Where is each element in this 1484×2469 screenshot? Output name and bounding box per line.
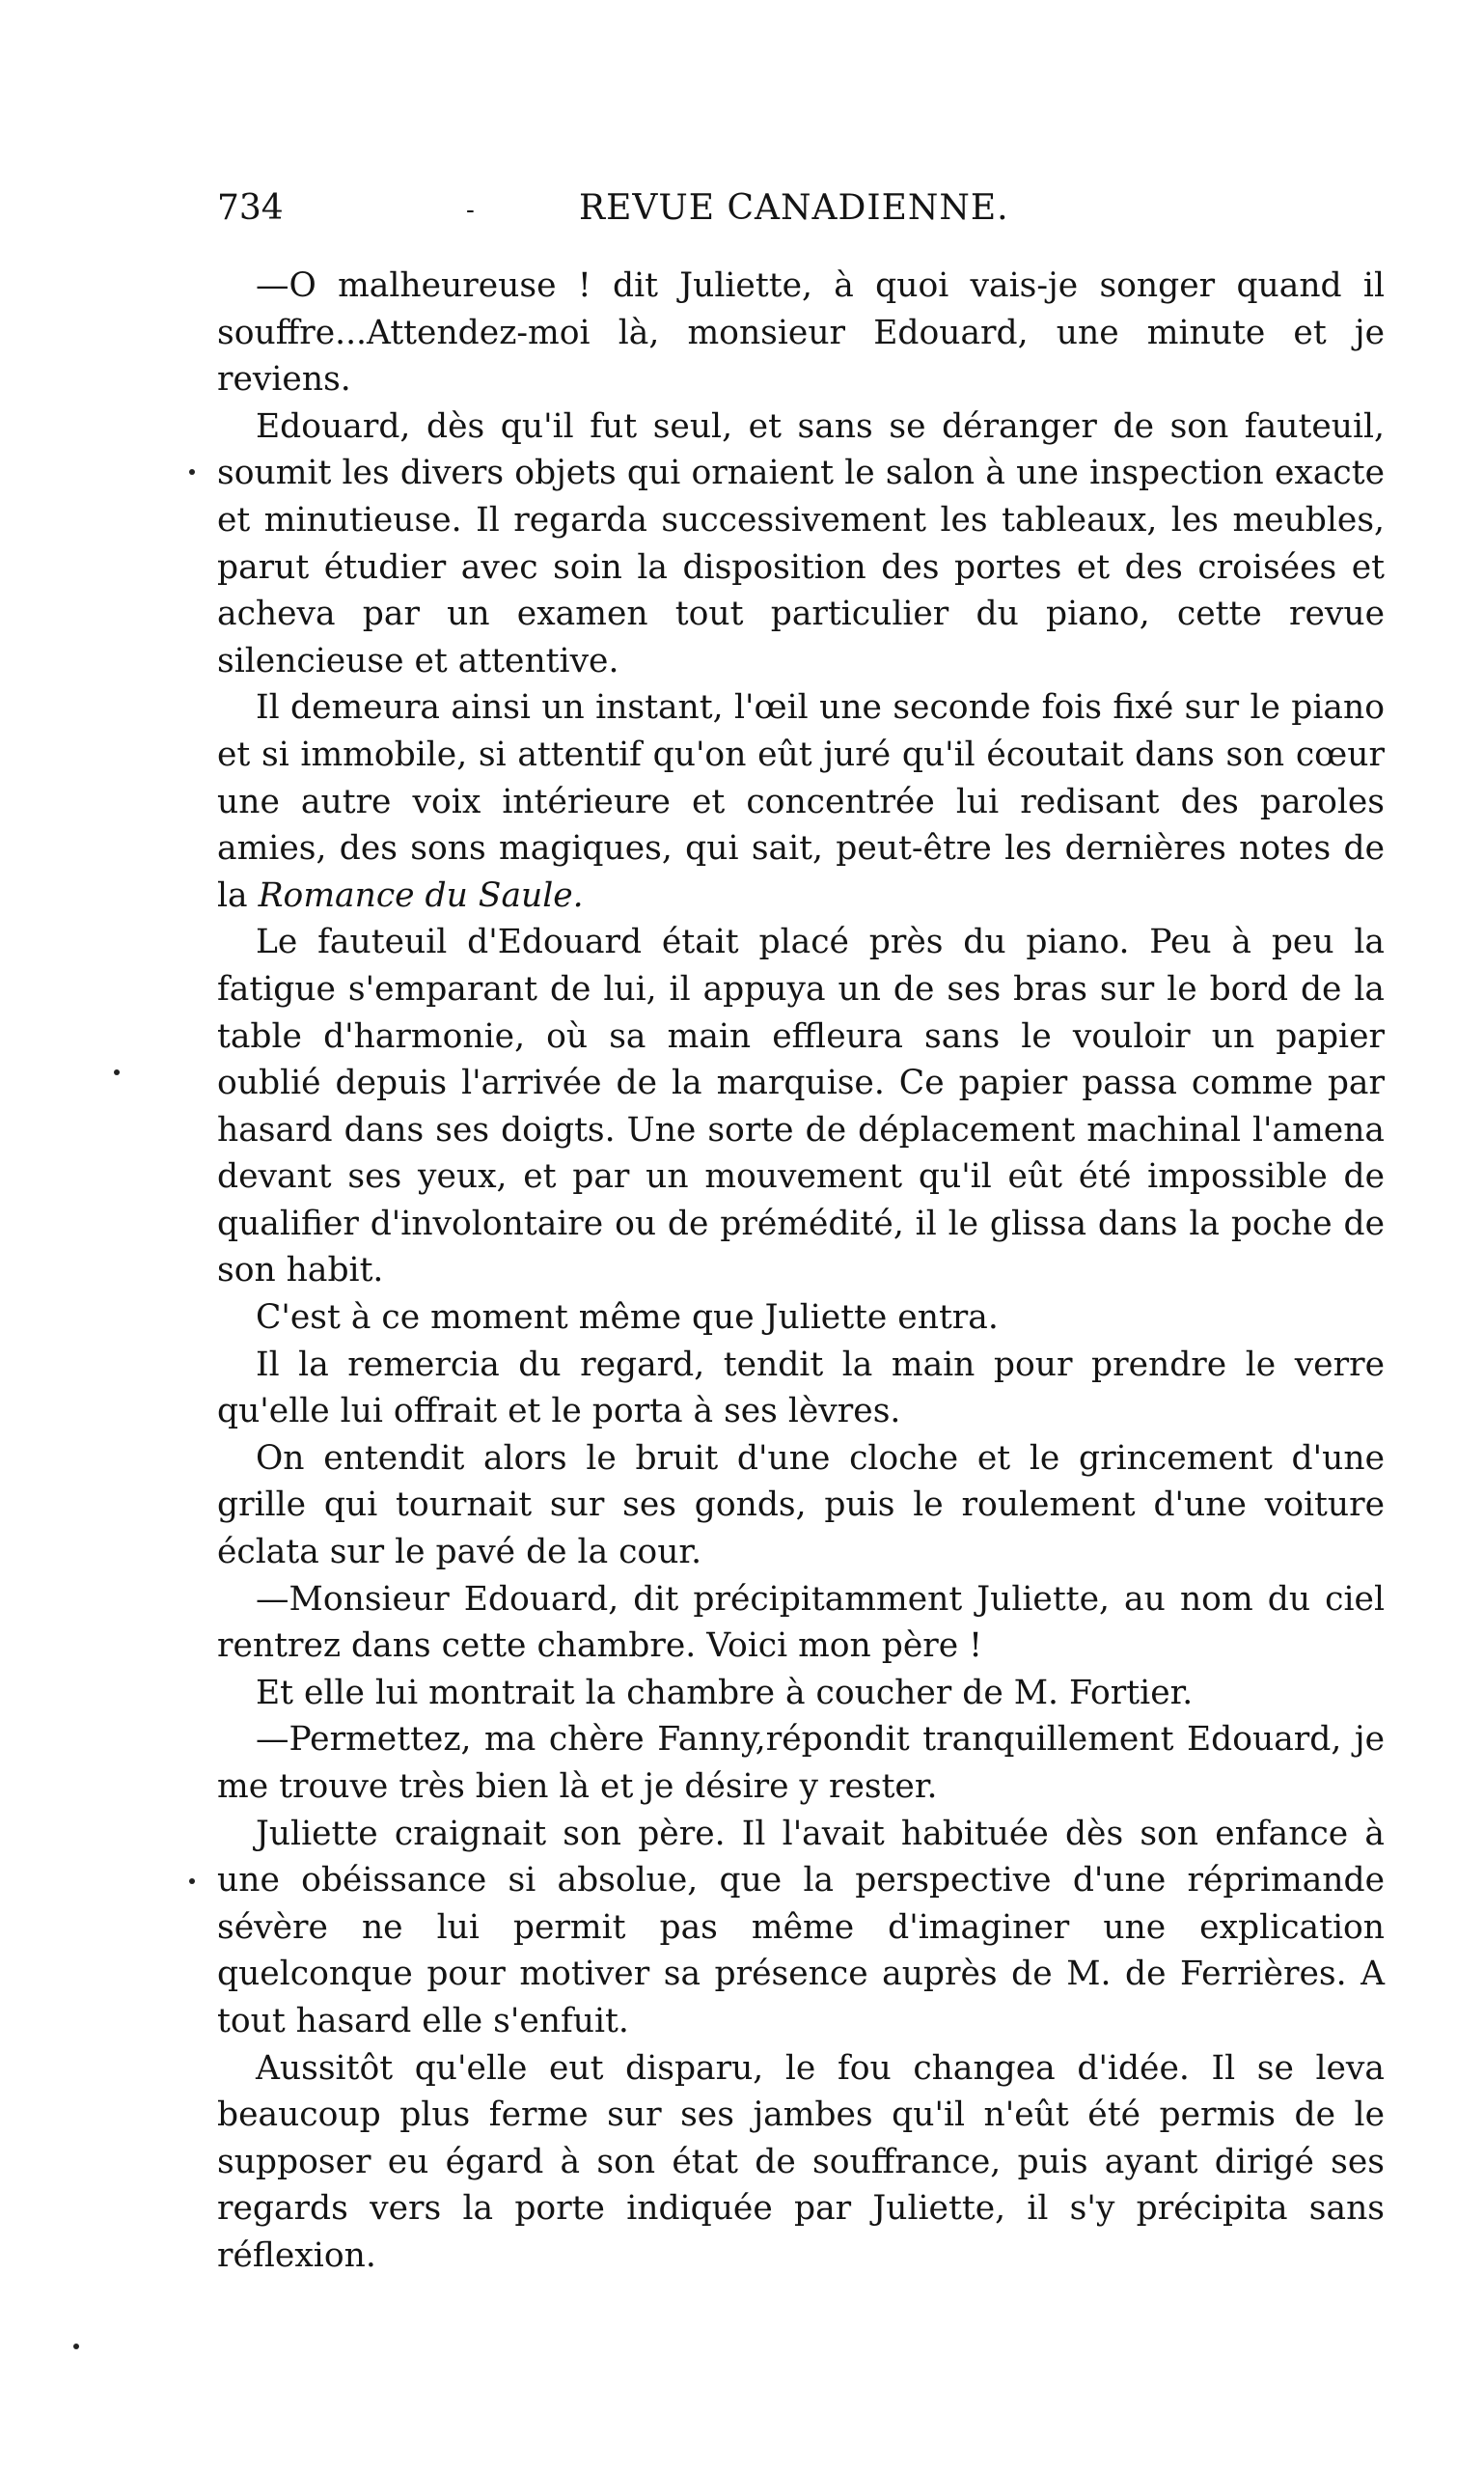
margin-speck: [189, 469, 195, 475]
margin-speck: [114, 1069, 120, 1075]
header-mark: -: [466, 196, 475, 225]
paragraph-6: Il la remercia du regard, tendit la main pour prendre le verre qu'elle lui offrait et le porta à ses lèvres.: [217, 1345, 1385, 1431]
paragraph-10: —Permettez, ma chère Fanny,répondit tranquillement Edouard, je me trouve très bien là et je désire y rester.: [217, 1720, 1385, 1806]
running-head: REVUE CANADIENNE.: [579, 188, 1009, 228]
page-number: 734: [217, 188, 284, 228]
paragraph-3: [217, 684, 1385, 919]
margin-speck: [73, 2344, 79, 2349]
margin-speck: [189, 1878, 195, 1884]
body-text: [217, 263, 1385, 2280]
paragraph-7: On entendit alors le bruit d'une cloche et le grincement d'une grille qui tournait sur ses gonds, puis le roulement d'une voiture éclata sur le pavé de la cour.: [217, 1438, 1385, 1572]
paragraph-2: Edouard, dès qu'il fut seul, et sans se déranger de son fauteuil, soumit les divers objets qui ornaient le salon à une inspection exacte et minutieuse. Il regarda successivement les tableaux, les meubles, parut étudier avec soin la disposition des portes et des croisées et acheva par un examen tout particulier du piano, cette revue silencieuse et attentive.: [217, 406, 1385, 680]
paragraph-8: —Monsieur Edouard, dit précipitamment Juliette, au nom du ciel rentrez dans cette chambre. Voici mon père !: [217, 1579, 1385, 1666]
paragraph-12: Aussitôt qu'elle eut disparu, le fou changea d'idée. Il se leva beaucoup plus ferme sur ses jambes qu'il n'eût été permis de le supposer eu égard à son état de souffrance, puis ayant dirigé ses regards vers la porte indiquée par Juliette, il s'y précipita sans réflexion.: [217, 2048, 1385, 2275]
page-header: [217, 183, 1394, 241]
paragraph-11: Juliette craignait son père. Il l'avait habituée dès son enfance à une obéissance si absolue, que la perspective d'une réprimande sévère ne lui permit pas même d'imaginer une explication quelconque pour motiver sa présence auprès de M. de Ferrières. A tout hasard elle s'enfuit.: [217, 1814, 1385, 2040]
paragraph-9: Et elle lui montrait la chambre à coucher de M. Fortier.: [256, 1673, 1194, 1712]
paragraph-1: —O malheureuse ! dit Juliette, à quoi vais-je songer quand il souffre...Attendez-moi là, monsieur Edouard, une minute et je reviens.: [217, 266, 1385, 400]
paragraph-5: C'est à ce moment même que Juliette entra.: [256, 1298, 999, 1338]
paragraph-3-text: Il demeura ainsi un instant, l'œil une seconde fois fixé sur le piano et si immobile, si attentif qu'on eût juré qu'il écoutait dans son cœur une autre voix intérieure et concentrée lui redisant des paroles amies, des sons magiques, qui sait, peut-être les dernières notes de la: [217, 688, 1385, 915]
song-title-italic: Romance du Saule.: [258, 875, 584, 915]
paragraph-4: Le fauteuil d'Edouard était placé près du piano. Peu à peu la fatigue s'emparant de lui, il appuya un de ses bras sur le bord de la table d'harmonie, où sa main effleura sans le vouloir un papier oublié depuis l'arrivée de la marquise. Ce papier passa comme par hasard dans ses doigts. Une sorte de déplacement machinal l'amena devant ses yeux, et par un mouvement qu'il eût été impossible de qualifier d'involontaire ou de prémédité, il le glissa dans la poche de son habit.: [217, 923, 1385, 1290]
